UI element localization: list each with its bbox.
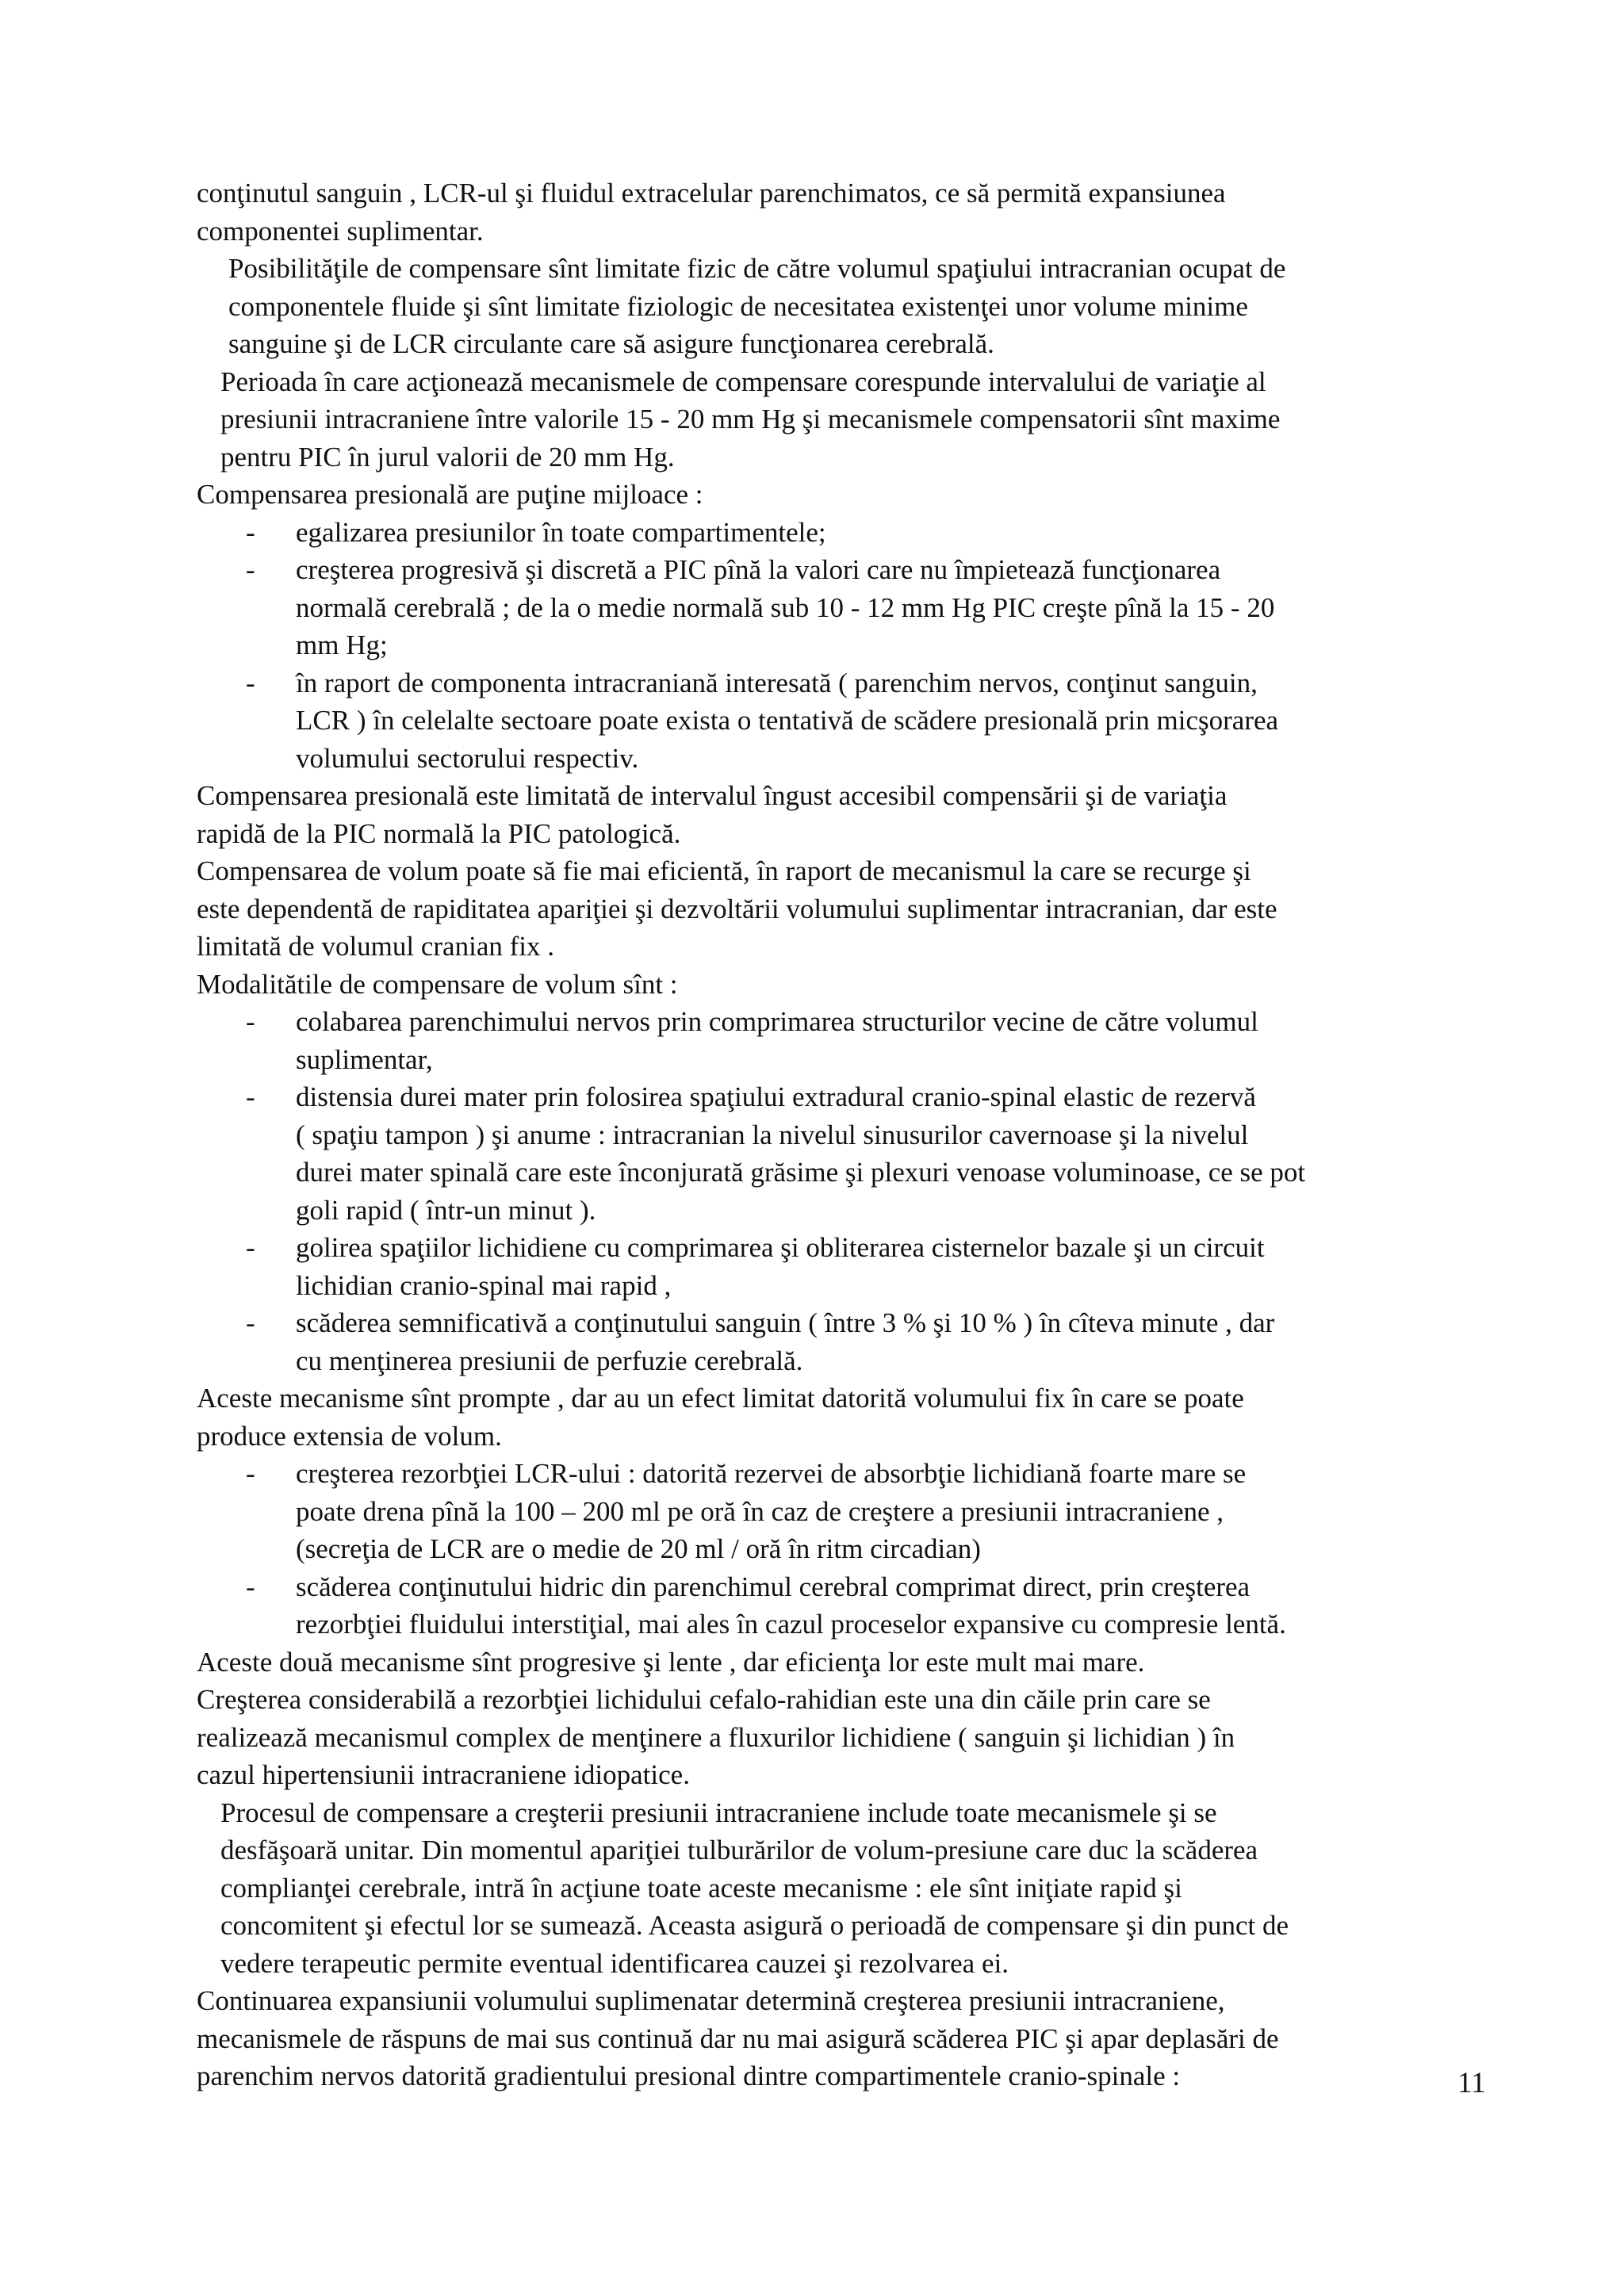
list-item xyxy=(197,1304,1497,1380)
list-bullet: - xyxy=(246,554,255,585)
text-line: colabarea parenchimului nervos prin comprimarea structurilor vecine de către volumul xyxy=(296,1006,1258,1037)
text-line: componentele fluide şi sînt limitate fiziologic de necesitatea existenţei unor volume minime xyxy=(228,290,1248,322)
text-line: volumului sectorului respectiv. xyxy=(296,742,639,774)
text-line: LCR ) în celelalte sectoare poate exista o tentativă de scădere presională prin micşorarea xyxy=(296,705,1279,736)
text-line: cazul hipertensiunii intracraniene idiopatice. xyxy=(197,1759,690,1790)
text-line: lichidian cranio-spinal mai rapid , xyxy=(296,1269,672,1301)
text-line: scăderea semnificativă a conţinutului sanguin ( între 3 % şi 10 % ) în cîteva minute , dar xyxy=(296,1307,1275,1338)
text-line: în raport de componenta intracraniană interesată ( parenchim nervos, conţinut sanguin, xyxy=(296,667,1258,698)
text-line: concomitent şi efectul lor se sumează. Aceasta asigură o perioadă de compensare şi din punct de xyxy=(220,1910,1289,1941)
text-line: (secreţia de LCR are o medie de 20 ml / oră în ritm circadian) xyxy=(296,1533,981,1564)
text-line: mm Hg; xyxy=(296,629,388,660)
text-line: cu menţinerea presiunii de perfuzie cerebrală. xyxy=(296,1345,803,1376)
text-line: pentru PIC în jurul valorii de 20 mm Hg. xyxy=(220,441,675,473)
text-line: vedere terapeutic permite eventual identificarea cauzei şi rezolvarea ei. xyxy=(220,1947,1009,1979)
list-bullet: - xyxy=(246,1232,255,1263)
paragraph xyxy=(197,852,1497,966)
paragraph xyxy=(197,1644,1497,1682)
text-line: Compensarea presională este limitată de intervalul îngust accesibil compensării şi de variaţia xyxy=(197,780,1228,811)
text-line: Creşterea considerabilă a rezorbţiei lichidului cefalo-rahidian este una din căile prin care se xyxy=(197,1684,1211,1715)
text-line: durei mater spinală care este înconjurată grăsime şi plexuri venoase voluminoase, ce se pot xyxy=(296,1157,1306,1188)
list-item xyxy=(197,1078,1497,1229)
text-line: Modalitătile de compensare de volum sînt : xyxy=(197,968,678,1000)
text-line: Aceste două mecanisme sînt progresive şi lente , dar eficienţa lor este mult mai mare. xyxy=(197,1646,1145,1678)
list-bullet: - xyxy=(246,1458,255,1489)
text-line: presiunii intracraniene între valorile 15 - 20 mm Hg şi mecanismele compensatorii sînt maxime xyxy=(220,404,1281,434)
text-line: creşterea rezorbţiei LCR-ului : datorită rezervei de absorbţie lichidiană foarte mare se xyxy=(296,1458,1247,1489)
text-line: parenchim nervos datorită gradientului presional dintre compartimentele cranio-spinale : xyxy=(197,2061,1181,2091)
list-bullet: - xyxy=(246,1307,255,1338)
text-line: desfăşoară unitar. Din momentul apariţiei tulburărilor de volum-presiune care duc la scăderea xyxy=(220,1835,1258,1866)
list-bullet: - xyxy=(246,1571,255,1602)
text-line: Continuarea expansiunii volumului suplimenatar determină creşterea presiunii intracraniene, xyxy=(197,1985,1225,2016)
list-item xyxy=(197,1003,1497,1078)
paragraph xyxy=(197,476,1497,514)
text-line: Posibilităţile de compensare sînt limitate fizic de către volumul spaţiului intracranian ocupat de xyxy=(228,253,1286,284)
text-line: normală cerebrală ; de la o medie normală sub 10 - 12 mm Hg PIC creşte pînă la 15 - 20 xyxy=(296,591,1275,623)
text-line: rapidă de la PIC normală la PIC patologică. xyxy=(197,817,681,849)
text-line: distensia durei mater prin folosirea spaţiului extradural cranio-spinal elastic de rezervă xyxy=(296,1081,1256,1112)
text-line: Perioada în care acţionează mecanismele de compensare corespunde intervalului de variaţie al xyxy=(220,365,1266,397)
paragraph xyxy=(197,174,1497,250)
text-line: creşterea progresivă şi discretă a PIC pînă la valori care nu împietează funcţionarea xyxy=(296,554,1221,585)
list-item xyxy=(197,514,1497,552)
text-line: suplimentar, xyxy=(296,1043,433,1075)
text-line: mecanismele de răspuns de mai sus continuă dar nu mai asigură scăderea PIC şi apar deplasări de xyxy=(197,2022,1279,2054)
text-line: Compensarea presională are puţine mijloace : xyxy=(197,479,703,510)
text-line: sanguine şi de LCR circulante care să asigure funcţionarea cerebrală. xyxy=(228,328,994,359)
paragraph xyxy=(197,777,1497,852)
list-bullet: - xyxy=(246,516,255,548)
body-text xyxy=(197,174,1497,2095)
page-number: 11 xyxy=(1457,2067,1486,2099)
text-line: egalizarea presiunilor în toate compartimentele; xyxy=(296,516,826,548)
list-item xyxy=(197,664,1497,778)
paragraph xyxy=(197,363,1497,476)
text-line: Aceste mecanisme sînt prompte , dar au un efect limitat datorită volumului fix în care se poate xyxy=(197,1383,1244,1414)
paragraph xyxy=(197,1681,1497,1794)
text-line: produce extensia de volum. xyxy=(197,1420,502,1452)
text-line: conţinutul sanguin , LCR-ul şi fluidul extracelular parenchimatos, ce să permită expansiunea xyxy=(197,178,1226,209)
paragraph xyxy=(197,1380,1497,1455)
paragraph xyxy=(197,250,1497,363)
list-bullet: - xyxy=(246,1081,255,1112)
list-bullet: - xyxy=(246,1006,255,1037)
text-line: poate drena pînă la 100 – 200 ml pe oră în caz de creştere a presiunii intracraniene , xyxy=(296,1495,1224,1527)
text-line: complianţei cerebrale, intră în acţiune toate aceste mecanisme : ele sînt iniţiate rapid şi xyxy=(220,1872,1182,1904)
text-line: limitată de volumul cranian fix . xyxy=(197,931,554,962)
text-line: golirea spaţiilor lichidiene cu comprimarea şi obliterarea cisternelor bazale şi un circuit xyxy=(296,1232,1265,1263)
list-item xyxy=(197,551,1497,664)
text-line: realizează mecanismul complex de menţinere a fluxurilor lichidiene ( sanguin şi lichidian ) în xyxy=(197,1721,1235,1753)
text-line: Procesul de compensare a creşterii presiunii intracraniene include toate mecanismele şi se xyxy=(220,1797,1217,1828)
list-item xyxy=(197,1229,1497,1304)
list-item xyxy=(197,1455,1497,1568)
text-line: scăderea conţinutului hidric din parenchimul cerebral comprimat direct, prin creşterea xyxy=(296,1571,1251,1602)
paragraph xyxy=(197,1794,1497,1983)
text-line: goli rapid ( într-un minut ). xyxy=(296,1194,596,1226)
text-line: ( spaţiu tampon ) şi anume : intracranian la nivelul sinusurilor cavernoase şi la nivelul xyxy=(296,1119,1249,1150)
list-item xyxy=(197,1568,1497,1644)
paragraph xyxy=(197,966,1497,1004)
text-line: este dependentă de rapiditatea apariţiei şi dezvoltării volumului suplimentar intracranian, dar este xyxy=(197,893,1277,924)
text-line: rezorbţiei fluidului interstiţial, mai ales în cazul proceselor expansive cu compresie lentă. xyxy=(296,1609,1286,1640)
text-line: Compensarea de volum poate să fie mai eficientă, în raport de mecanismul la care se recurge şi xyxy=(197,855,1251,886)
text-line: componentei suplimentar. xyxy=(197,215,484,247)
paragraph xyxy=(197,1982,1497,2095)
list-bullet: - xyxy=(246,667,255,698)
